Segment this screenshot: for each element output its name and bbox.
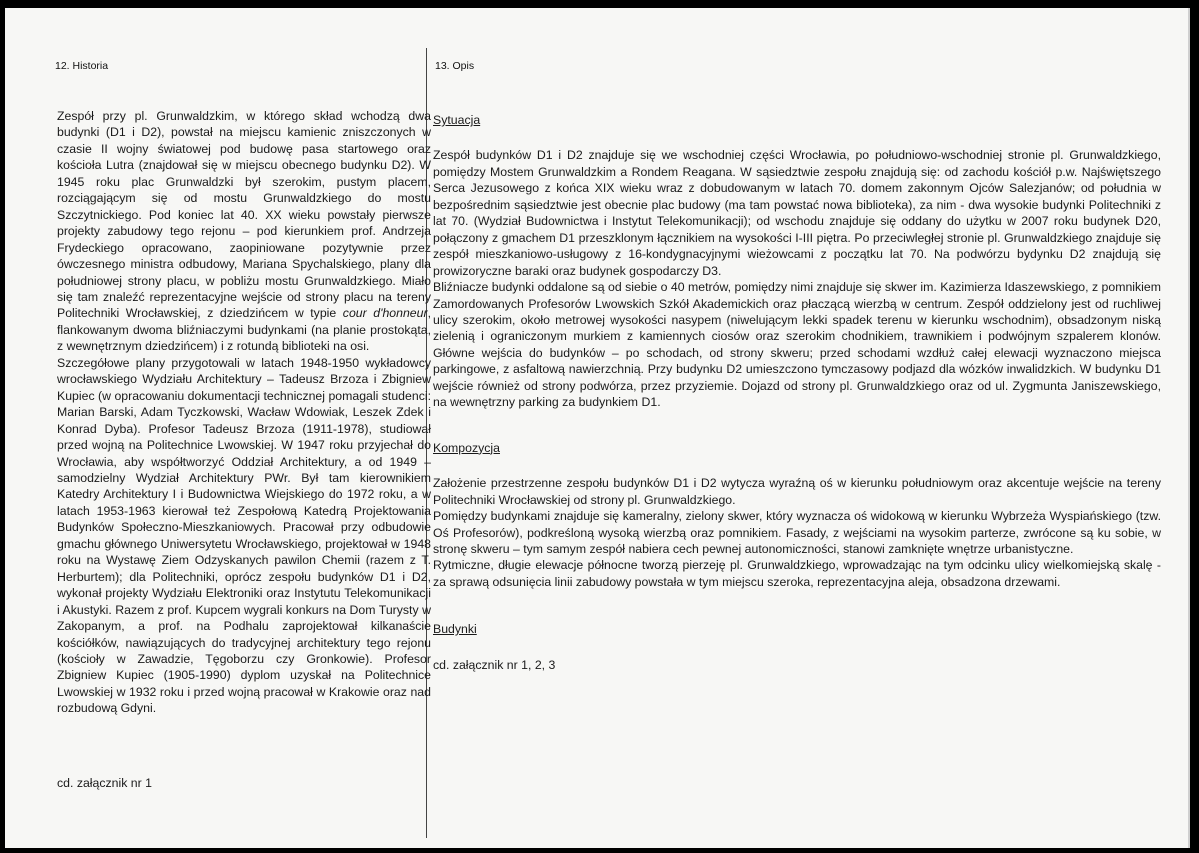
sytuacja-paragraph-2: Bliźniacze budynki oddalone są od siebie o 40 metrów, pomiędzy nimi znajduje się skwer im. Kazimierza Idaszewskiego, z pomnikiem Zamordowanych Profesorów Lwowskich Szkół Akademickich oraz płaczącą wierzbą w centrum. Zespół oddzielony jest od ruchliwej ulicy szerokim, około metrowej wysokości nasypem (niwelującym lekki spadek terenu w kierunku wschodnim), obsadzonym niską zielenią i ograniczonym murkiem z kamiennych ciosów oraz szerokim chodnikiem, trawnikiem i podwójnym szpalerem klonów. Główne wejścia do budynków – po schodach, od strony skweru; przed schodami wzdłuż całej elewacji wyznaczono miejsca parkingowe, z asfaltową nawierzchnią. Przy budynku D2 umieszczono tymczasowy podjazd dla wózków inwalidzkich. W budynku D1 wejście również od strony podwórza, przez przyziemie. Dojazd od strony pl. Grunwaldzkiego oraz od ul. Zygmunta Janiszewskiego, na wewnętrzny parking za budynkiem D1.: [433, 280, 1161, 410]
historia-italic-term: cour d'honneur: [342, 306, 428, 321]
heading-kompozycja: Kompozycja: [433, 440, 500, 455]
historia-column: [57, 108, 431, 717]
historia-annex-note: cd. załącznik nr 1: [57, 776, 153, 790]
historia-paragraph-2: Szczegółowe plany przygotowali w latach 1948-1950 wykładowcy wrocławskiego Wydziału Architektury – Tadeusz Brzoza i Zbigniew Kupiec (w opracowaniu dokumentacji technicznej pomagali studenci: Marian Barski, Adam Tyczkowski, Wacław Wdowiak, Leszek Zdek i Konrad Dyba). Profesor Tadeusz Brzoza (1911-1978), studiował przed wojną na Politechnice Lwowskiej. W 1947 roku przyjechał do Wrocławia, aby współtworzyć Oddział Architektury, a od 1949 – samodzielny Wydział Architektury PWr. Był tam kierownikiem Katedry Architektury I i Budownictwa Wiejskiego do 1972 roku, a w latach 1953-1963 kierował też Zespołową Katedrą Projektowania Budynków Społeczno-Mieszkaniowych. Pracował przy odbudowie gmachu głównego Uniwersytetu Wrocławskiego, projektował w 1948 roku na Wystawę Ziem Odzyskanych pawilon Chemii (razem z T. Herburtem); dla Politechniki, oprócz zespołu budynków D1 i D2, wykonał projekty Wydziału Elektroniki oraz Instytutu Telekomunikacji i Akustyki. Razem z prof. Kupcem wygrali konkurs na Dom Turysty w Zakopanym, a prof. na Podhalu zaprojektował kilkanaście kościółków, nawiązujących do tradycyjnej architektury tego rejonu (kościoły w Zawadzie, Tęgoborzu czy Gronkowie). Profesor Zbigniew Kupiec (1905-1990) dyplom uzyskał na Politechnice Lwowskiej w 1932 roku i przed wojną pracował w Krakowie oraz nad rozbudową Gdyni.: [57, 355, 431, 716]
section-header-historia: 12. Historia: [55, 60, 109, 72]
historia-paragraph-1: Zespół przy pl. Grunwaldzkim, w którego skład wchodzą dwa budynki (D1 i D2), powstał na miejscu kamienic zniszczonych w czasie II wojny światowej pod budowę pasa startowego oraz kościoła Lutra (znajdował się w miejscu obecnego budynku D2). W 1945 roku plac Grunwaldzki był szerokim, pustym placem, rozciągającym się od mostu Grunwaldzkiego do mostu Szczytnickiego. Pod koniec lat 40. XX wieku powstały pierwsze projekty zabudowy tego rejonu – pod kierunkiem prof. Andrzeja Frydeckiego opracowano, zaopiniowane pozytywnie przez ówczesnego ministra odbudowy, Mariana Spychalskiego, plany dla południowej strony placu, w pobliżu mostu Grunwaldzkiego. Miało się tam znaleźć reprezentacyjne wejście od strony placu na tereny Politechniki Wrocławskiej, z dziedzińcem w typie cour d'honneur, flankowanym dwoma bliźniaczymi budynkami (na planie prostokąta, z wewnętrznym dziedzińcem) i z rotundą biblioteki na osi.: [57, 109, 432, 354]
kompozycja-paragraph-2: Pomiędzy budynkami znajduje się kameralny, zielony skwer, który wyznacza oś widokową w kierunku Wybrzeża Wyspiańskiego (tzw. Oś Profesorów), podkreśloną wysoką wierzbą oraz pomnikiem. Fasady, z wejściami na wysokim parterze, zwrócone są ku sobie, w stronę skweru – tym samym zespół nabiera cech pewnej autonomiczności, stanowi zamknięte wnętrze urbanistyczne.: [433, 509, 1161, 556]
budynki-annex-note: cd. załącznik nr 1, 2, 3: [433, 657, 556, 672]
heading-budynki: Budynki: [433, 622, 477, 637]
opis-column: [433, 112, 1161, 673]
kompozycja-paragraph-3: Rytmiczne, długie elewacje północne tworzą pierzeję pl. Grunwaldzkiego, wprowadzając na tym odcinku ulicy wielkomiejską skalę - za sprawą odsunięcia linii zabudowy powstała w tym miejscu szeroka, reprezentacyjna aleja, obsadzona drzewami.: [433, 558, 1161, 589]
document-page: [5, 8, 1190, 848]
heading-sytuacja: Sytuacja: [433, 113, 481, 127]
sytuacja-paragraph-1: Zespół budynków D1 i D2 znajduje się we wschodniej części Wrocławia, po południowo-wschodniej stronie pl. Grunwaldzkiego, pomiędzy Mostem Grunwaldzkim a Rondem Reagana. W sąsiedztwie zespołu znajdują się: od zachodu kościół p.w. Najświętszego Serca Jezusowego z końca XIX wieku wraz z dobudowanym w latach 70. domem zakonnym Ojców Salezjanów; od południa w bezpośrednim sąsiedztwie jest obecnie plac budowy (ma tam powstać nowa biblioteka), za nim - dwa wysokie budynki Politechniki z lat 70. (Wydział Budownictwa i Instytut Telekomunikacji); od wschodu znajduje się oddany do użytku w 2007 roku budynek D20, połączony z gmachem D1 przeszklonym łącznikiem na wysokości I-III piętra. Po przeciwległej stronie pl. Grunwaldzkiego znajduje się zespół mieszkaniowo-usługowy z 16-kondygnacyjnymi wieżowcami z początku lat 70. Na podwórzu bydynku D2 znajdują się prowizoryczne baraki oraz budynek gospodarczy D3.: [433, 148, 1161, 278]
section-header-opis: 13. Opis: [435, 60, 475, 72]
kompozycja-paragraph-1: Założenie przestrzenne zespołu budynków D1 i D2 wytycza wyraźną oś w kierunku południowym oraz akcentuje wejście na tereny Politechniki Wrocławskiej od strony pl. Grunwaldzkiego.: [433, 476, 1161, 507]
